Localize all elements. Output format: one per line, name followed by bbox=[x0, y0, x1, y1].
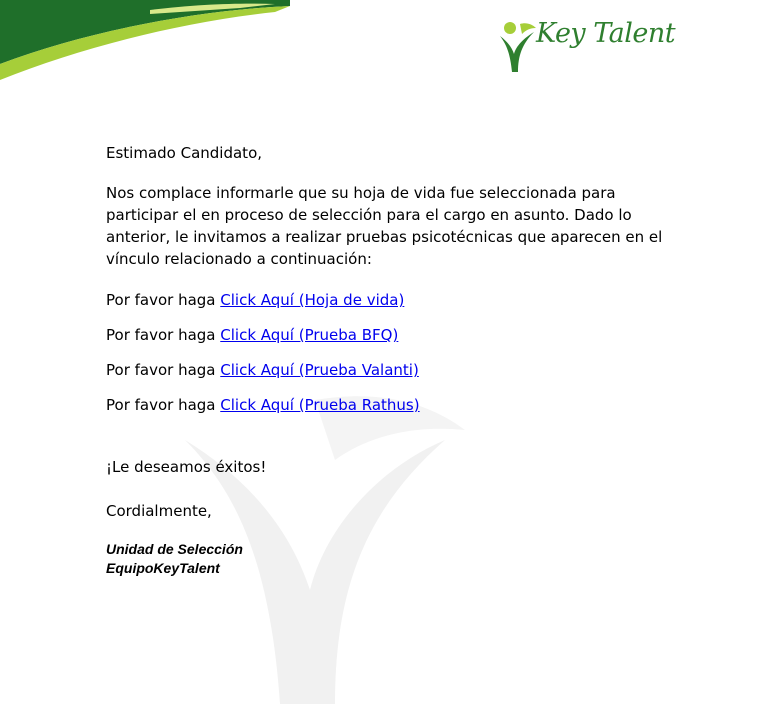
link-line-hoja-de-vida bbox=[106, 289, 696, 311]
link-prefix: Por favor haga bbox=[106, 291, 221, 309]
key-talent-logo-figure-icon bbox=[496, 18, 540, 76]
link-prefix: Por favor haga bbox=[106, 326, 221, 344]
header-swoosh-graphic bbox=[0, 0, 290, 80]
link-prefix: Por favor haga bbox=[106, 396, 221, 414]
link-line-prueba-valanti bbox=[106, 359, 696, 381]
greeting: Estimado Candidato, bbox=[106, 144, 263, 162]
click-aqui-hoja-de-vida-link[interactable]: Click Aquí (Hoja de vida) bbox=[220, 291, 405, 309]
link-line-prueba-bfq bbox=[106, 324, 696, 346]
link-line-prueba-rathus bbox=[106, 394, 696, 416]
click-aqui-prueba-valanti-link[interactable]: Click Aquí (Prueba Valanti) bbox=[220, 361, 419, 379]
link-prefix: Por favor haga bbox=[106, 361, 221, 379]
key-talent-logo bbox=[496, 18, 676, 76]
wish-text: ¡Le deseamos éxitos! bbox=[106, 458, 267, 476]
body-paragraph: Nos complace informarle que su hoja de vida fue seleccionada para participar el en proceso de selección para el cargo en asunto. Dado lo anterior, le invitamos a realizar pruebas psicotécnicas que aparecen en el vínculo relacionado a continuación: bbox=[106, 184, 663, 268]
click-aqui-prueba-rathus-link[interactable]: Click Aquí (Prueba Rathus) bbox=[220, 396, 420, 414]
signature bbox=[106, 540, 696, 578]
signature-unit: Unidad de Selección bbox=[106, 541, 243, 557]
signature-team: EquipoKeyTalent bbox=[106, 560, 220, 576]
click-aqui-prueba-bfq-link[interactable]: Click Aquí (Prueba BFQ) bbox=[220, 326, 399, 344]
letter-body bbox=[106, 142, 696, 578]
closing-text: Cordialmente, bbox=[106, 502, 212, 520]
logo-wordmark: Key Talent bbox=[536, 18, 676, 49]
